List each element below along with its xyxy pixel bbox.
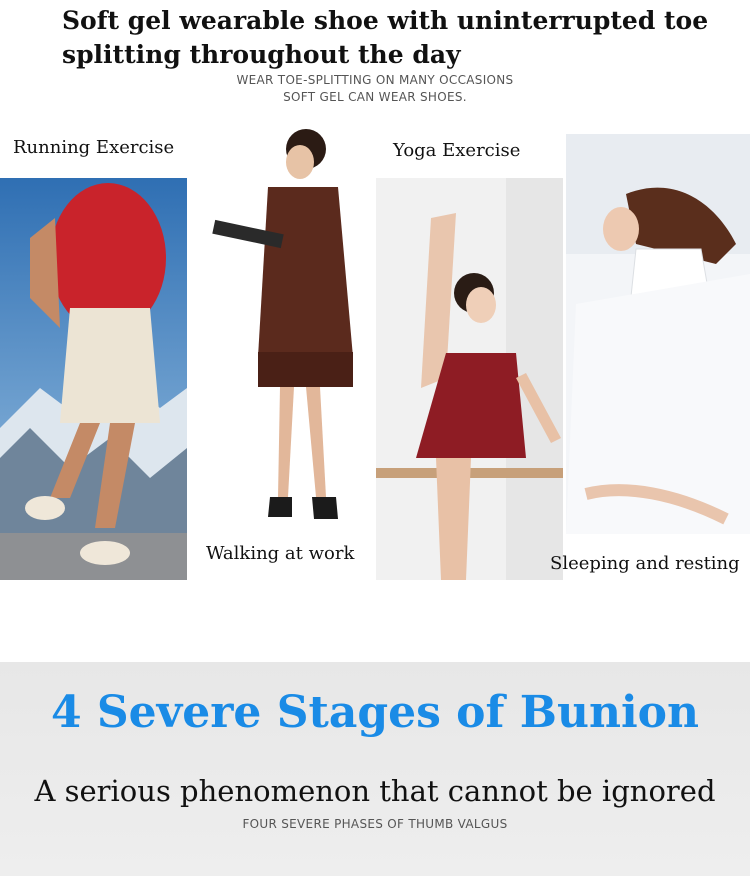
yoga-image <box>376 178 563 580</box>
caption-sleeping: Sleeping and resting <box>550 553 740 574</box>
subtitle-line-2: SOFT GEL CAN WEAR SHOES. <box>283 90 467 104</box>
stages-subtitle: A serious phenomenon that cannot be ignored <box>34 774 716 808</box>
sleeping-image <box>566 134 750 534</box>
stages-title: 4 Severe Stages of Bunion <box>50 687 700 738</box>
walking-image <box>188 127 376 527</box>
caption-running: Running Exercise <box>13 137 175 158</box>
stages-small-caption: FOUR SEVERE PHASES OF THUMB VALGUS <box>242 817 508 831</box>
page-subtitle <box>0 72 750 106</box>
running-image <box>0 178 187 580</box>
caption-walking: Walking at work <box>206 543 355 564</box>
caption-yoga: Yoga Exercise <box>393 140 521 161</box>
page-title: Soft gel wearable shoe with uninterrupted toe splitting throughout the day <box>62 6 709 69</box>
subtitle-line-1: WEAR TOE-SPLITTING ON MANY OCCASIONS <box>236 73 514 87</box>
